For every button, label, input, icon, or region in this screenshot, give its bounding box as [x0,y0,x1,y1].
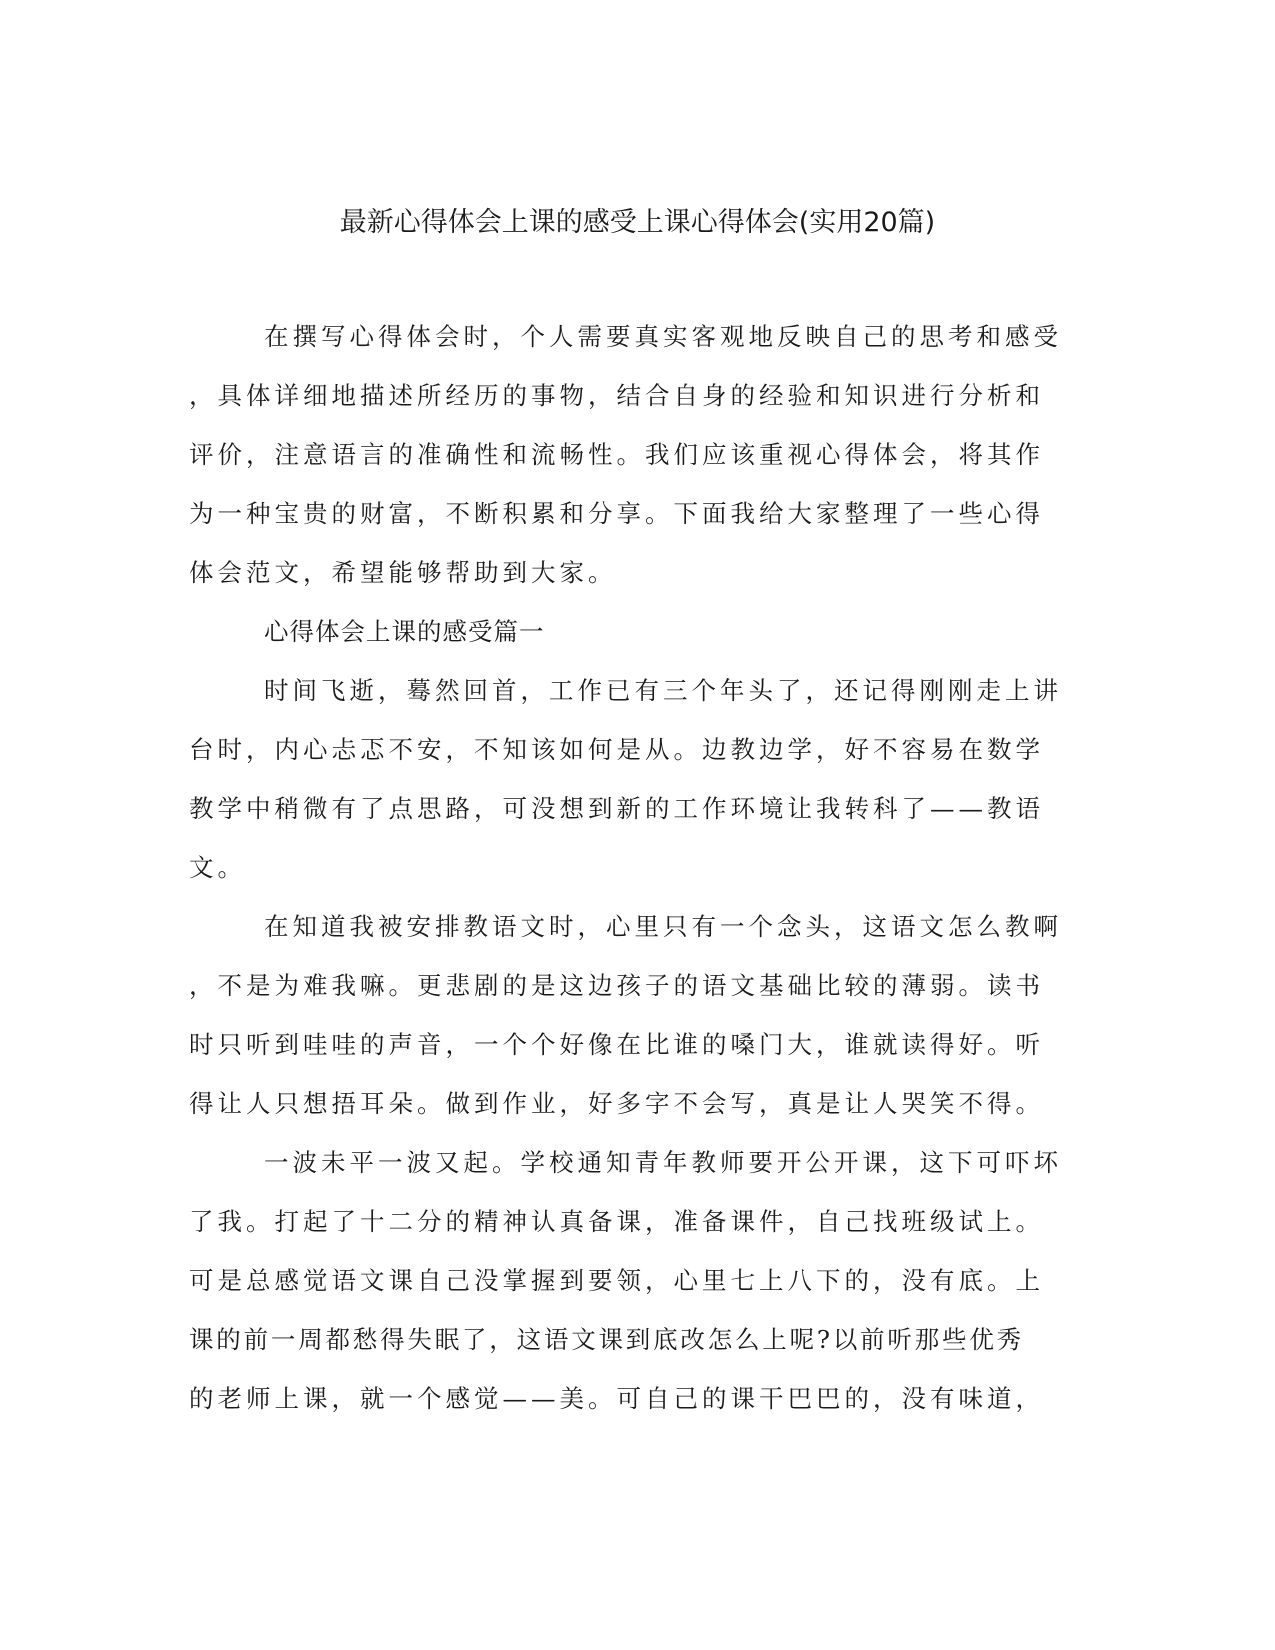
paragraph-line: ，具体详细地描述所经历的事物，结合自身的经验和知识进行分析和 [189,381,1044,410]
paragraph-line: 时间飞逝，蓦然回首，工作已有三个年头了，还记得刚刚走上讲 [264,676,1062,705]
paragraph-line: 时只听到哇哇的声音，一个个好像在比谁的嗓门大，谁就读得好。听 [189,1030,1044,1059]
section-heading: 心得体会上课的感受篇一 [264,617,545,646]
paragraph-line: 课的前一周都愁得失眠了，这语文课到底改怎么上呢?以前听那些优秀 [189,1325,1024,1354]
paragraph-line: ，不是为难我嘛。更悲剧的是这边孩子的语文基础比较的薄弱。读书 [189,971,1044,1000]
paragraph-line: 一波未平一波又起。学校通知青年教师要开公开课，这下可吓坏 [264,1148,1062,1177]
paragraph-line: 得让人只想捂耳朵。做到作业，好多字不会写，真是让人哭笑不得。 [189,1089,1044,1118]
paragraph-line: 文。 [189,853,246,882]
paragraph-line: 体会范文，希望能够帮助到大家。 [189,558,617,587]
paragraph-line: 台时，内心忐忑不安，不知该如何是从。边教边学，好不容易在数学 [189,735,1044,764]
paragraph-line: 为一种宝贵的财富，不断积累和分享。下面我给大家整理了一些心得 [189,499,1044,528]
document-title: 最新心得体会上课的感受上课心得体会(实用20篇) [339,207,936,238]
paragraph-line: 了我。打起了十二分的精神认真备课，准备课件，自己找班级试上。 [189,1207,1044,1236]
paragraph-line: 评价，注意语言的准确性和流畅性。我们应该重视心得体会，将其作 [189,440,1044,469]
paragraph-line: 的老师上课，就一个感觉——美。可自己的课干巴巴的，没有味道， [189,1384,1044,1413]
paragraph-line: 在撰写心得体会时，个人需要真实客观地反映自己的思考和感受 [264,322,1062,351]
paragraph-line: 教学中稍微有了点思路，可没想到新的工作环境让我转科了——教语 [189,794,1044,823]
paragraph-line: 在知道我被安排教语文时，心里只有一个念头，这语文怎么教啊 [264,912,1062,941]
paragraph-line: 可是总感觉语文课自己没掌握到要领，心里七上八下的，没有底。上 [189,1266,1044,1295]
